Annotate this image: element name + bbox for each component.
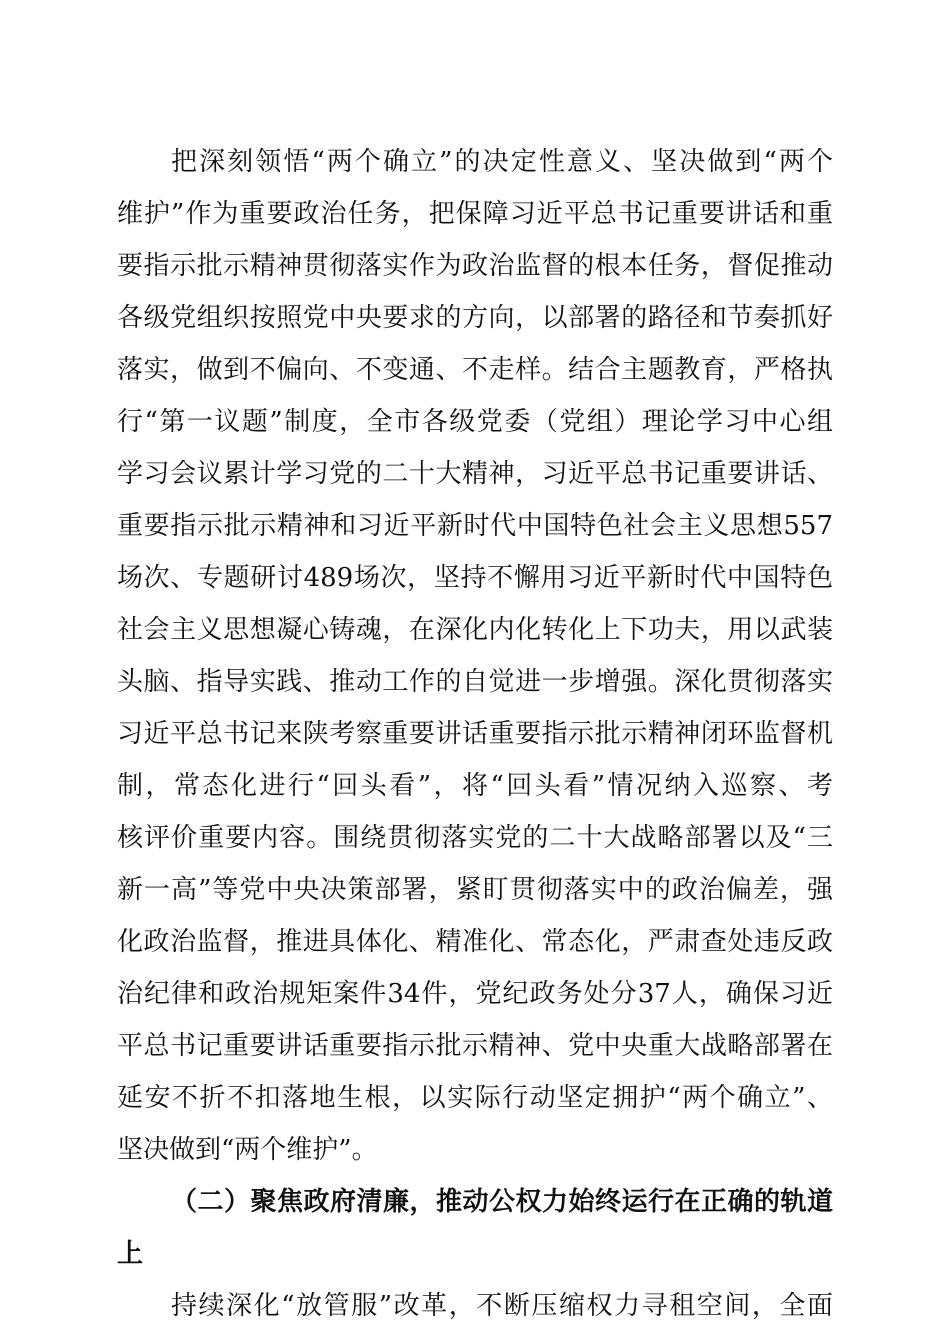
paragraph-line: 新一高”等党中央决策部署，紧盯贯彻落实中的政治偏差，强 xyxy=(117,875,833,905)
paragraph-line: 头脑、指导实践、推动工作的自觉进一步增强。深化贯彻落实 xyxy=(117,667,833,697)
paragraph-political-supervision xyxy=(117,136,833,1176)
paragraph-line: 场次、专题研讨489场次，坚持不懈用习近平新时代中国特色 xyxy=(117,563,833,593)
section-heading-line: 上 xyxy=(117,1239,144,1269)
paragraph-line: 治纪律和政治规矩案件34件，党纪政务处分37人，确保习近 xyxy=(117,979,833,1009)
paragraph-line: 把深刻领悟“两个确立”的决定性意义、坚决做到“两个 xyxy=(171,147,833,177)
paragraph-line: 社会主义思想凝心铸魂，在深化内化转化上下功夫，用以武装 xyxy=(117,615,833,645)
paragraph-line: 习近平总书记来陕考察重要讲话重要指示批示精神闭环监督机 xyxy=(117,719,833,749)
paragraph-line: 延安不折不扣落地生根，以实际行动坚定拥护“两个确立”、 xyxy=(117,1083,833,1113)
paragraph-line: 持续深化“放管服”改革，不断压缩权力寻租空间，全面 xyxy=(171,1291,833,1321)
section-heading-government-integrity xyxy=(117,1176,833,1280)
paragraph-line: 学习会议累计学习党的二十大精神，习近平总书记重要讲话、 xyxy=(117,459,833,489)
paragraph-line: 坚决做到“两个维护”。 xyxy=(117,1135,378,1165)
paragraph-line: 核评价重要内容。围绕贯彻落实党的二十大战略部署以及“三 xyxy=(117,823,833,853)
document-body xyxy=(117,136,833,1332)
paragraph-line: 各级党组织按照党中央要求的方向，以部署的路径和节奏抓好 xyxy=(117,303,833,333)
paragraph-line: 平总书记重要讲话重要指示批示精神、党中央重大战略部署在 xyxy=(117,1031,833,1061)
paragraph-line: 化政治监督，推进具体化、精准化、常态化，严肃查处违反政 xyxy=(117,927,833,957)
paragraph-line: 维护”作为重要政治任务，把保障习近平总书记重要讲话和重 xyxy=(117,199,833,229)
paragraph-reform xyxy=(117,1280,833,1332)
paragraph-line: 重要指示批示精神和习近平新时代中国特色社会主义思想557 xyxy=(117,511,833,541)
paragraph-line: 制，常态化进行“回头看”，将“回头看”情况纳入巡察、考 xyxy=(117,771,833,801)
section-heading-line: （二）聚焦政府清廉，推动公权力始终运行在正确的轨道 xyxy=(171,1187,833,1217)
paragraph-line: 落实，做到不偏向、不变通、不走样。结合主题教育，严格执 xyxy=(117,355,833,385)
paragraph-line: 行“第一议题”制度，全市各级党委（党组）理论学习中心组 xyxy=(117,407,833,437)
paragraph-line: 要指示批示精神贯彻落实作为政治监督的根本任务，督促推动 xyxy=(117,251,833,281)
